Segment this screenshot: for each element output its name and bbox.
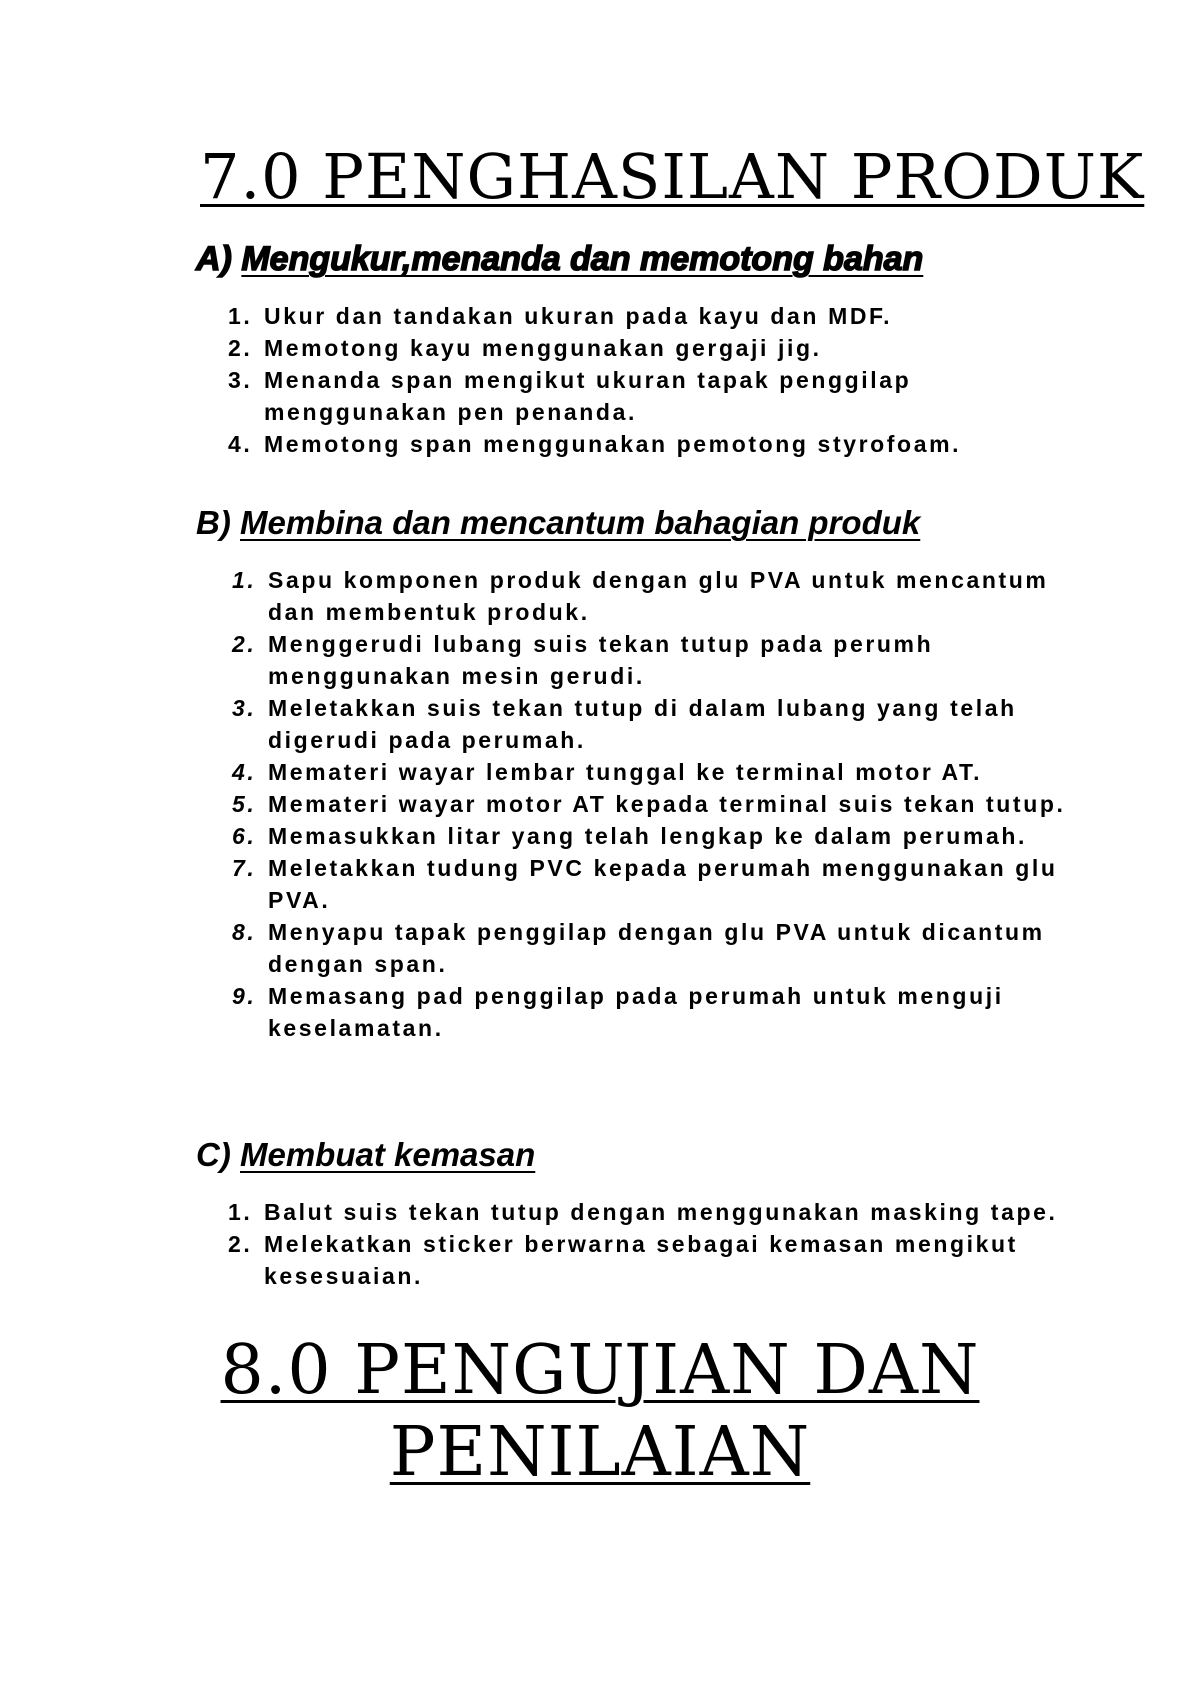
list-item (232, 980, 1072, 1044)
list-item-text: Menyapu tapak penggilap dengan glu PVA untuk dicantum dengan span. (268, 919, 1045, 977)
section-a-list (228, 300, 988, 460)
list-item-text: Balut suis tekan tutup dengan menggunakan masking tape. (264, 1199, 1058, 1225)
list-item-text: Memotong span menggunakan pemotong styrofoam. (264, 431, 962, 457)
list-item-number: 1. (228, 1199, 253, 1225)
section-c-title: Membuat kemasan (240, 1136, 536, 1173)
section-c-heading (196, 1136, 535, 1174)
list-item (232, 692, 1072, 756)
list-item (228, 1196, 1068, 1228)
list-item (228, 428, 988, 460)
list-item (232, 564, 1072, 628)
section-b-letter: B) (196, 504, 231, 541)
list-item (232, 756, 1072, 788)
section-a-heading (196, 240, 923, 279)
list-item-number: 2. (232, 631, 257, 657)
section-b-list (232, 564, 1072, 1044)
list-item-number: 2. (228, 335, 253, 361)
list-item-text: Memotong kayu menggunakan gergaji jig. (264, 335, 822, 361)
list-item (232, 628, 1072, 692)
section-a-letter: A) (196, 240, 232, 278)
list-item (228, 1228, 1068, 1292)
section-b-title: Membina dan mencantum bahagian produk (240, 504, 921, 541)
list-item-text: Melekatkan sticker berwarna sebagai kemasan mengikut kesesuaian. (264, 1231, 1018, 1289)
section-c-letter: C) (196, 1136, 231, 1173)
list-item-text: Sapu komponen produk dengan glu PVA untuk mencantum dan membentuk produk. (268, 567, 1049, 625)
list-item-number: 4. (228, 431, 253, 457)
section-8-title-line2: PENILAIAN (389, 1413, 811, 1492)
list-item (232, 788, 1072, 820)
section-8-title (0, 1330, 1200, 1494)
list-item-text: Meletakkan suis tekan tutup di dalam lubang yang telah digerudi pada perumah. (268, 695, 1017, 753)
section-b-heading (196, 504, 920, 542)
list-item-number: 6. (232, 823, 257, 849)
section-8-title-line1: 8.0 PENGUJIAN DAN (220, 1331, 980, 1410)
list-item-text: Menanda span mengikut ukuran tapak penggilap menggunakan pen penanda. (264, 367, 912, 425)
list-item-number: 7. (232, 855, 257, 881)
list-item (228, 332, 988, 364)
list-item-number: 1. (232, 567, 257, 593)
list-item-text: Memasang pad penggilap pada perumah untuk menguji keselamatan. (268, 983, 1004, 1041)
list-item (232, 852, 1072, 916)
list-item-number: 9. (232, 983, 257, 1009)
section-7-title: 7.0 PENGHASILAN PRODUK (200, 140, 1145, 213)
list-item-text: Memateri wayar lembar tunggal ke terminal motor AT. (268, 759, 983, 785)
list-item (228, 364, 988, 428)
list-item-text: Ukur dan tandakan ukuran pada kayu dan MDF. (264, 303, 893, 329)
list-item (232, 916, 1072, 980)
list-item-number: 3. (232, 695, 257, 721)
list-item-text: Meletakkan tudung PVC kepada perumah menggunakan glu PVA. (268, 855, 1058, 913)
section-a-title: Mengukur,menanda dan memotong bahan (241, 240, 924, 278)
list-item-number: 1. (228, 303, 253, 329)
list-item-text: Memateri wayar motor AT kepada terminal suis tekan tutup. (268, 791, 1066, 817)
list-item-number: 3. (228, 367, 253, 393)
section-c-list (228, 1196, 1068, 1292)
list-item-number: 4. (232, 759, 257, 785)
list-item-number: 2. (228, 1231, 253, 1257)
list-item (228, 300, 988, 332)
list-item-text: Menggerudi lubang suis tekan tutup pada perumh menggunakan mesin gerudi. (268, 631, 934, 689)
list-item-number: 8. (232, 919, 257, 945)
list-item-text: Memasukkan litar yang telah lengkap ke dalam perumah. (268, 823, 1028, 849)
list-item-number: 5. (232, 791, 257, 817)
list-item (232, 820, 1072, 852)
